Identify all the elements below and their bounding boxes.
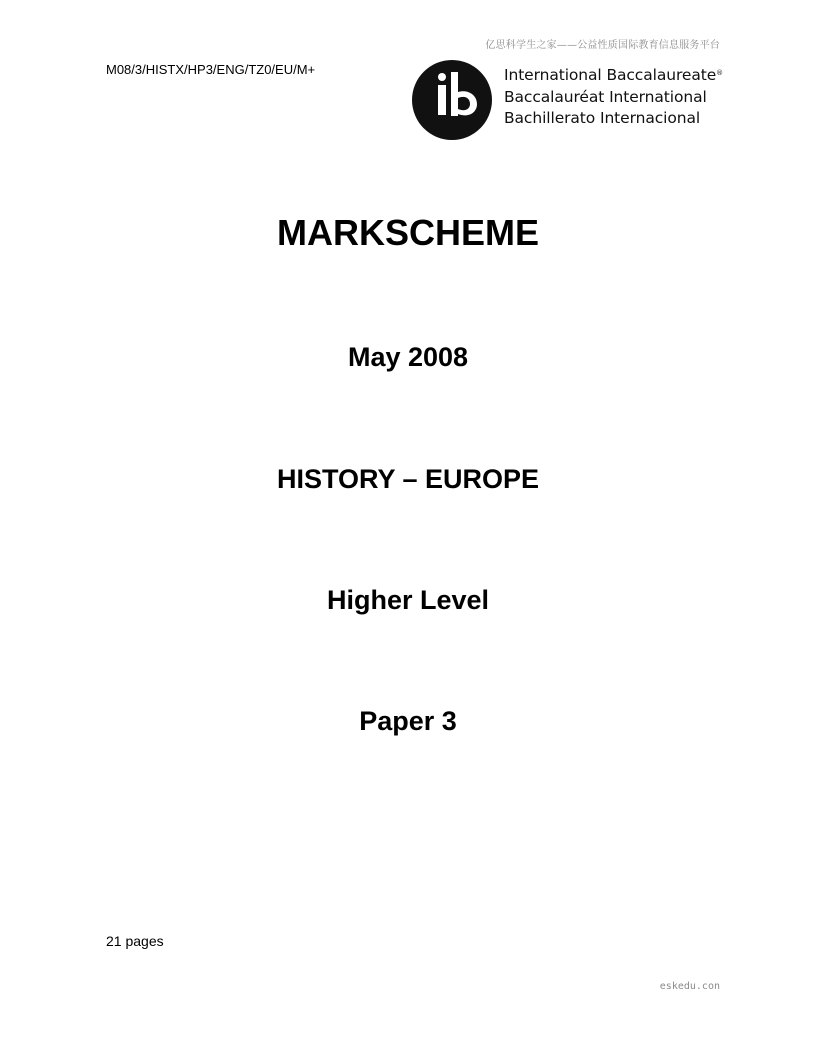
document-code: M08/3/HISTX/HP3/ENG/TZ0/EU/M+ <box>106 62 316 77</box>
exam-date: May 2008 <box>347 342 469 372</box>
ib-logo-wordmark <box>504 65 723 130</box>
paper-title: Paper 3 <box>359 706 457 736</box>
ib-logo-icon <box>410 58 494 142</box>
registered-mark: ® <box>716 69 724 77</box>
logo-line-spanish: Bachillerato Internacional <box>504 109 701 127</box>
bottom-watermark: eskedu.con <box>659 981 720 992</box>
level-title: Higher Level <box>326 585 490 615</box>
top-watermark: 亿思科学生之家——公益性质国际教育信息服务平台 <box>485 40 720 51</box>
logo-line-french: Baccalauréat International <box>504 87 707 106</box>
document-title: MARKSCHEME <box>276 212 539 253</box>
page-count: 21 pages <box>106 933 164 949</box>
subject-title: HISTORY – EUROPE <box>276 464 540 494</box>
logo-line-english: International Baccalaureate® <box>504 66 724 84</box>
ib-logo <box>410 58 723 142</box>
